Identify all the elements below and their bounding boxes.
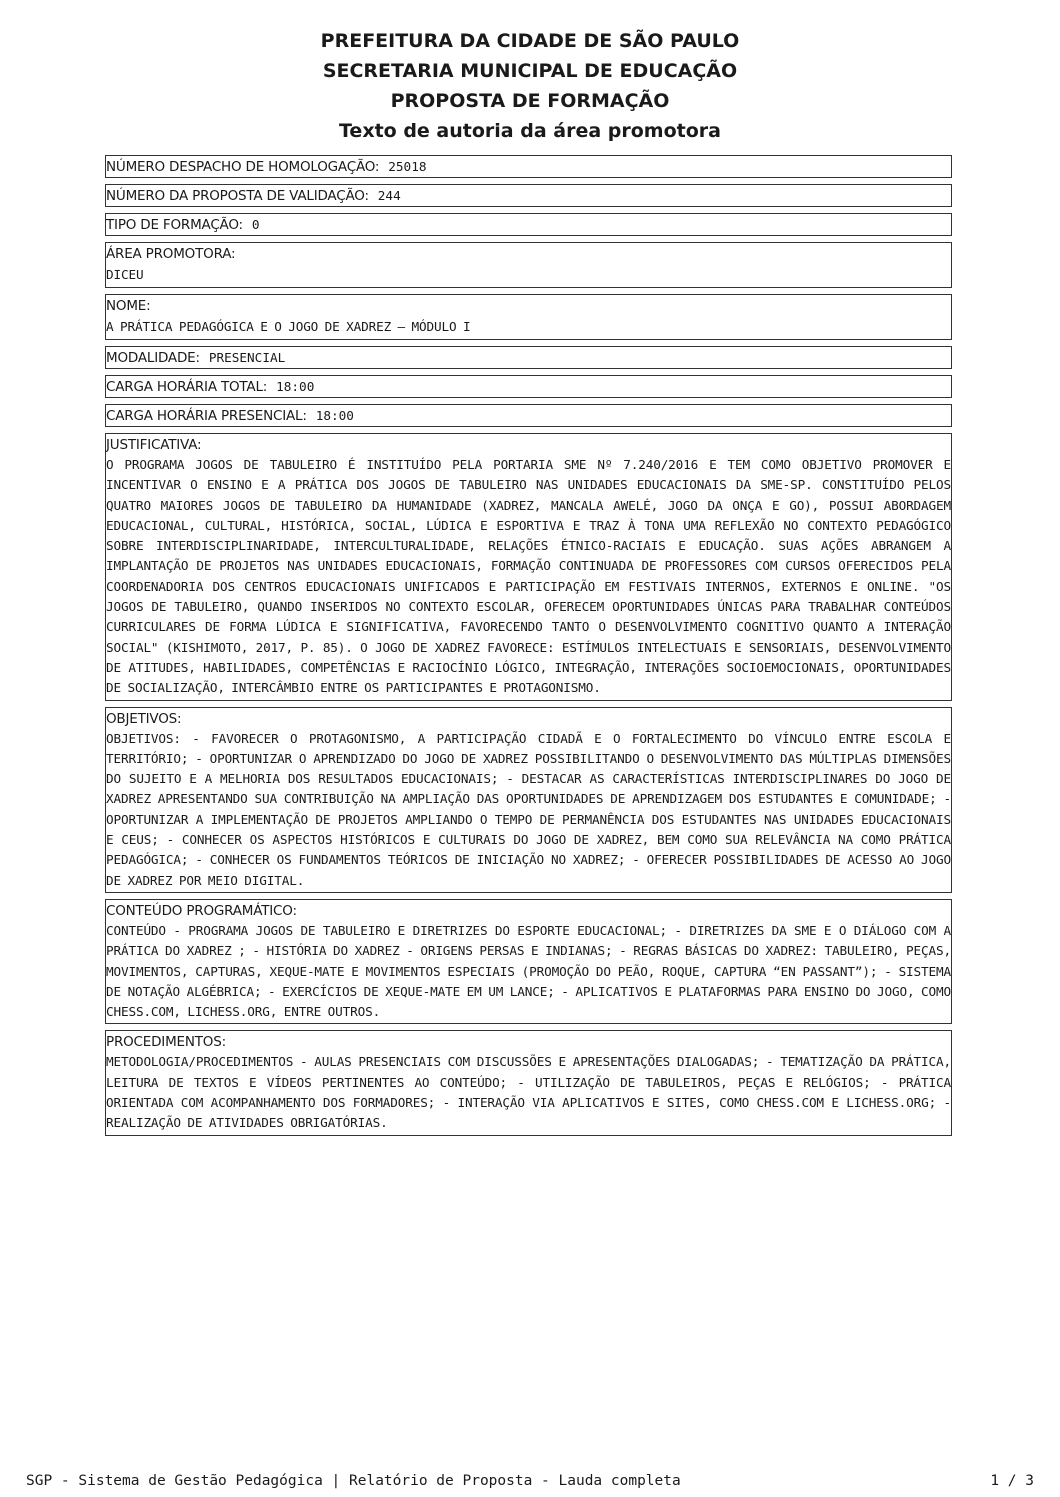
- footer-system-title: SGP - Sistema de Gestão Pedagógica | Relatório de Proposta - Lauda completa: [26, 1473, 681, 1489]
- header-proposta: PROPOSTA DE FORMAÇÃO: [390, 90, 670, 112]
- field-proposta-value: 244: [377, 188, 401, 203]
- field-carga-presencial: [105, 404, 952, 427]
- field-nome-value: A PRÁTICA PEDAGÓGICA E O JOGO DE XADREZ – MÓDULO I: [106, 319, 471, 334]
- section-procedimentos: [105, 1030, 952, 1135]
- section-justificativa-text: O PROGRAMA JOGOS DE TABULEIRO É INSTITUÍDO PELA PORTARIA SME Nº 7.240/2016 E TEM COMO OBJETIVO PROMOVER E INCENTIVAR O ENSINO E A PRÁTICA DOS JOGOS DE TABULEIRO NAS UNIDADES EDUCACIONAIS DA SME-SP. CONSTITUÍDO PELOS QUATRO MAIORES JOGOS DE TABULEIRO DA HUMANIDADE (XADREZ, MANCALA AWELÉ, JOGO DA ONÇA E GO), POSSUI ABORDAGEM EDUCACIONAL, CULTURAL, HISTÓRICA, SOCIAL, LÚDICA E ESPORTIVA E TRAZ À TONA UMA REFLEXÃO NO CONTEXTO PEDAGÓGICO SOBRE INTERDISCIPLINARIDADE, INTERCULTURALIDADE, RELAÇÕES ÉTNICO-RACIAIS E EDUCAÇÃO. SUAS AÇÕES ABRANGEM A IMPLANTAÇÃO DE PROJETOS NAS UNIDADES EDUCACIONAIS, FORMAÇÃO CONTINUADA DE PROFESSORES COM CURSOS OFERECIDOS PELA COORDENADORIA DOS CENTROS EDUCACIONAIS UNIFICADOS E PARTICIPAÇÃO EM FESTIVAIS INTERNOS, EXTERNOS E ONLINE. "OS JOGOS DE TABULEIRO, QUANDO INSERIDOS NO CONTEXTO ESCOLAR, OFERECEM OPORTUNIDADES ÚNICAS PARA TRABALHAR CONTEÚDOS CURRICULARES DE FORMA LÚDICA E SIGNIFICATIVA, FAVORECENDO TANTO O DESENVOLVIMENTO COGNITIVO QUANTO A INTERAÇÃO SOCIAL" (KISHIMOTO, 2017, P. 85). O JOGO DE XADREZ FAVORECE: ESTÍMULOS INTELECTUAIS E SENSORIAIS, DESENVOLVIMENTO DE ATITUDES, HABILIDADES, COMPETÊNCIAS E RACIOCÍNIO LÓGICO, INTEGRAÇÃO, INTERAÇÕES SOCIOEMOCIONAIS, OPORTUNIDADES DE SOCIALIZAÇÃO, INTERCÂMBIO ENTRE OS PARTICIPANTES E PROTAGONISMO.: [106, 457, 951, 696]
- footer-page-number: 1 / 3: [990, 1473, 1034, 1489]
- field-modalidade-value: PRESENCIAL: [208, 350, 286, 365]
- field-carga-presencial-label: CARGA HORÁRIA PRESENCIAL:: [106, 407, 307, 424]
- field-despacho: [105, 155, 952, 178]
- section-justificativa-label: JUSTIFICATIVA:: [106, 437, 202, 453]
- field-area-label: ÁREA PROMOTORA:: [106, 246, 236, 262]
- section-conteudo-text: CONTEÚDO - PROGRAMA JOGOS DE TABULEIRO E DIRETRIZES DO ESPORTE EDUCACIONAL; - DIRETRIZES DA SME E O DIÁLOGO COM A PRÁTICA DO XADREZ ; - HISTÓRIA DO XADREZ - ORIGENS PERSAS E INDIANAS; - REGRAS BÁSICAS DO XADREZ: TABULEIRO, PEÇAS, MOVIMENTOS, CAPTURAS, XEQUE-MATE E MOVIMENTOS ESPECIAIS (PROMOÇÃO DO PEÃO, ROQUE, CAPTURA “EN PASSANT”); - SISTEMA DE NOTAÇÃO ALGÉBRICA; - EXERCÍCIOS DE XEQUE-MATE EM UM LANCE; - APLICATIVOS E PLATAFORMAS PARA ENSINO DO JOGO, COMO CHESS.COM, LICHESS.ORG, ENTRE OUTROS.: [106, 922, 951, 1020]
- field-nome-label: NOME:: [106, 298, 151, 314]
- page-footer: [26, 1473, 1034, 1489]
- section-objetivos-label: OBJETIVOS:: [106, 710, 182, 727]
- header-autoria: Texto de autoria da área promotora: [339, 120, 721, 142]
- header-prefeitura: PREFEITURA DA CIDADE DE SÃO PAULO: [320, 30, 740, 52]
- field-carga-total-value: 18:00: [276, 379, 315, 394]
- field-tipo-value: 0: [251, 217, 260, 232]
- document-header: [0, 26, 1060, 146]
- field-area-value: DICEU: [106, 267, 144, 282]
- section-conteudo-label: CONTEÚDO PROGRAMÁTICO:: [106, 902, 297, 919]
- proposal-form: [105, 155, 952, 1142]
- section-procedimentos-text: METODOLOGIA/PROCEDIMENTOS - AULAS PRESENCIAIS COM DISCUSSÕES E APRESENTAÇÕES DIALOGADAS; - TEMATIZAÇÃO DA PRÁTICA, LEITURA DE TEXTOS E VÍDEOS PERTINENTES AO CONTEÚDO; - UTILIZAÇÃO DE TABULEIROS, PEÇAS E RELÓGIOS; - PRÁTICA ORIENTADA COM ACOMPANHAMENTO DOS FORMADORES; - INTERAÇÃO VIA APLICATIVOS E SITES, COMO CHESS.COM E LICHESS.ORG; - REALIZAÇÃO DE ATIVIDADES OBRIGATÓRIAS.: [106, 1054, 951, 1131]
- section-objetivos-text: OBJETIVOS: - FAVORECER O PROTAGONISMO, A PARTICIPAÇÃO CIDADÃ E O FORTALECIMENTO DO VÍNCULO ENTRE ESCOLA E TERRITÓRIO; - OPORTUNIZAR O APRENDIZADO DO JOGO DE XADREZ POSSIBILITANDO O DESENVOLVIMENTO DAS MÚLTIPLAS DIMENSÕES DO SUJEITO E A MELHORIA DOS RESULTADOS EDUCACIONAIS; - DESTACAR AS CARACTERÍSTICAS INTERDISCIPLINARES DO JOGO DE XADREZ APRESENTANDO SUA CONTRIBUIÇÃO NA AMPLIAÇÃO DAS OPORTUNIDADES DE APRENDIZAGEM DOS ESTUDANTES E COMUNIDADE; - OPORTUNIZAR A IMPLEMENTAÇÃO DE PROJETOS AMPLIANDO O TEMPO DE PERMANÊNCIA DOS ESTUDANTES NAS UNIDADES EDUCACIONAIS E CEUS; - CONHECER OS ASPECTOS HISTÓRICOS E CULTURAIS DO JOGO DE XADREZ, BEM COMO SUA RELEVÂNCIA NA COMO PRÁTICA PEDAGÓGICA; - CONHECER OS FUNDAMENTOS TEÓRICOS DE INICIAÇÃO NO XADREZ; - OFERECER POSSIBILIDADES DE ACESSO AO JOGO DE XADREZ POR MEIO DIGITAL.: [106, 730, 951, 888]
- field-carga-presencial-value: 18:00: [315, 408, 354, 423]
- field-tipo-label: TIPO DE FORMAÇÃO:: [106, 216, 243, 233]
- field-tipo: [105, 213, 952, 236]
- section-conteudo: [105, 899, 952, 1024]
- field-carga-total-label: CARGA HORÁRIA TOTAL:: [106, 378, 268, 395]
- field-carga-total: [105, 375, 952, 398]
- field-proposta-label: NÚMERO DA PROPOSTA DE VALIDAÇÃO:: [106, 187, 369, 204]
- field-nome: [105, 294, 952, 340]
- section-justificativa: [105, 433, 952, 701]
- field-despacho-value: 25018: [388, 159, 427, 174]
- section-procedimentos-label: PROCEDIMENTOS:: [106, 1034, 226, 1051]
- field-modalidade: [105, 346, 952, 369]
- section-objetivos: [105, 707, 952, 893]
- header-secretaria: SECRETARIA MUNICIPAL DE EDUCAÇÃO: [322, 60, 738, 82]
- field-despacho-label: NÚMERO DESPACHO DE HOMOLOGAÇÃO:: [106, 158, 380, 175]
- field-modalidade-label: MODALIDADE:: [106, 349, 200, 366]
- field-area: [105, 242, 952, 288]
- field-proposta: [105, 184, 952, 207]
